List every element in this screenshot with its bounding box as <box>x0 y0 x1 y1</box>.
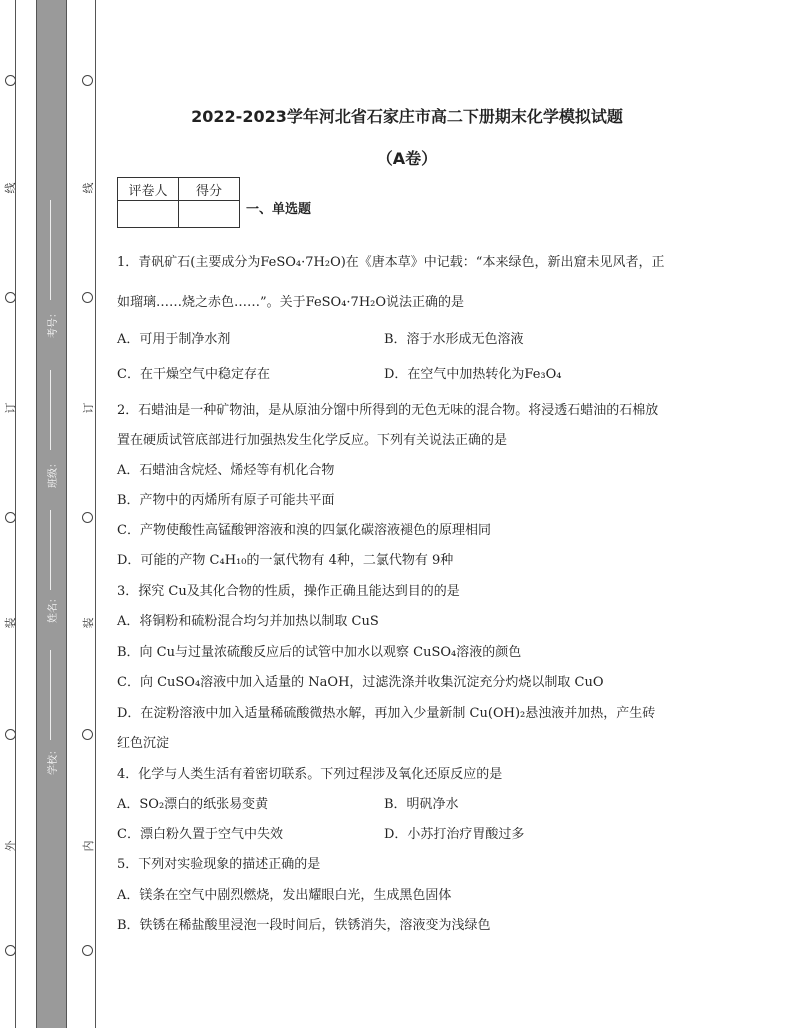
inner-char-zhuang: 装 <box>82 617 95 629</box>
q1-option-a: A．可用于制净水剂 <box>117 332 231 347</box>
q3-option-c: C．向 CuSO₄溶液中加入适量的 NaOH，过滤洗涤并收集沉淀充分灼烧以制取 CuO <box>117 675 604 690</box>
q2-option-a: A．石蜡油含烷烃、烯烃等有机化合物 <box>117 463 335 478</box>
field-class-line <box>50 370 51 450</box>
q1-stem-line1: 1．青矾矿石(主要成分为FeSO₄·7H₂O)在《唐本草》中记载：“本来绿色，新出窟未见风者，正 <box>117 255 665 270</box>
score-table-grader-cell[interactable] <box>118 201 179 228</box>
q4-option-a: A．SO₂漂白的纸张易变黄 <box>117 797 269 812</box>
q4-stem-line1: 4．化学与人类生活有着密切联系。下列过程涉及氧化还原反应的是 <box>117 767 503 782</box>
field-exam-number-line <box>50 200 51 300</box>
q2-option-b: B．产物中的丙烯所有原子可能共平面 <box>117 493 335 508</box>
q3-option-a: A．将铜粉和硫粉混合均匀并加热以制取 CuS <box>117 614 379 629</box>
q4-option-d: D．小苏打治疗胃酸过多 <box>384 827 525 842</box>
field-exam-number: 考号： <box>48 308 59 338</box>
q2-option-c: C．产物使酸性高锰酸钾溶液和溴的四氯化碳溶液褪色的原理相同 <box>117 523 491 538</box>
field-school: 学校： <box>48 745 59 775</box>
q3-stem-line1: 3．探究 Cu及其化合物的性质，操作正确且能达到目的的是 <box>117 584 460 599</box>
inner-char-nei: 内 <box>82 840 95 852</box>
binding-hole <box>5 512 16 523</box>
score-table <box>117 177 240 228</box>
outer-char-zhuang: 装 <box>4 617 17 629</box>
binding-hole <box>5 945 16 956</box>
section-heading: 一、单选题 <box>246 202 312 217</box>
q2-stem-line2: 置在硬质试管底部进行加强热发生化学反应。下列有关说法正确的是 <box>117 433 508 448</box>
field-school-line <box>50 650 51 740</box>
field-name: 姓名： <box>48 593 59 623</box>
q1-option-d: D．在空气中加热转化为Fe₃O₄ <box>384 367 562 382</box>
binding-hole <box>5 75 16 86</box>
q1-option-b: B．溶于水形成无色溶液 <box>384 332 524 347</box>
outer-char-xian: 线 <box>4 182 17 194</box>
binding-hole <box>82 729 93 740</box>
page-subtitle: （A卷） <box>376 149 438 168</box>
score-table-score-cell[interactable] <box>179 201 240 228</box>
q5-stem-line1: 5．下列对实验现象的描述正确的是 <box>117 857 321 872</box>
binding-hole <box>82 945 93 956</box>
binding-hole <box>82 292 93 303</box>
q4-option-c: C．漂白粉久置于空气中失效 <box>117 827 283 842</box>
binding-hole <box>5 292 16 303</box>
q1-option-c: C．在干燥空气中稳定存在 <box>117 367 270 382</box>
q1-stem-line2: 如瑠璃……烧之赤色……”。关于FeSO₄·7H₂O说法正确的是 <box>117 295 465 310</box>
q2-stem-line1: 2．石蜡油是一种矿物油，是从原油分馏中所得到的无色无味的混合物。将浸透石蜡油的石棉放 <box>117 403 659 418</box>
q4-option-b: B．明矾净水 <box>384 797 459 812</box>
q3-option-b: B．向 Cu与过量浓硫酸反应后的试管中加水以观察 CuSO₄溶液的颜色 <box>117 645 522 660</box>
q5-option-b: B．铁锈在稀盐酸里浸泡一段时间后，铁锈消失，溶液变为浅绿色 <box>117 918 491 933</box>
q5-option-a: A．镁条在空气中剧烈燃烧，发出耀眼白光，生成黑色固体 <box>117 888 452 903</box>
q3-option-d: D．在淀粉溶液中加入适量稀硫酸微热水解，再加入少量新制 Cu(OH)₂悬浊液并加热，产生砖 <box>117 706 656 721</box>
q2-option-d: D．可能的产物 C₄H₁₀的一氯代物有 4种，二氯代物有 9种 <box>117 553 454 568</box>
outer-char-wai: 外 <box>4 840 17 852</box>
q3-option-d-cont: 红色沉淀 <box>117 736 170 751</box>
binding-hole <box>5 729 16 740</box>
field-class: 班级： <box>48 458 59 488</box>
binding-hole <box>82 75 93 86</box>
field-name-line <box>50 510 51 590</box>
score-table-score-label: 得分 <box>179 178 240 201</box>
inner-char-ding: 订 <box>82 402 95 414</box>
score-table-grader-label: 评卷人 <box>118 178 179 201</box>
inner-char-xian: 线 <box>82 182 95 194</box>
outer-char-ding: 订 <box>4 402 17 414</box>
binding-hole <box>82 512 93 523</box>
page-title: 2022-2023学年河北省石家庄市高二下册期末化学模拟试题 <box>191 107 623 126</box>
